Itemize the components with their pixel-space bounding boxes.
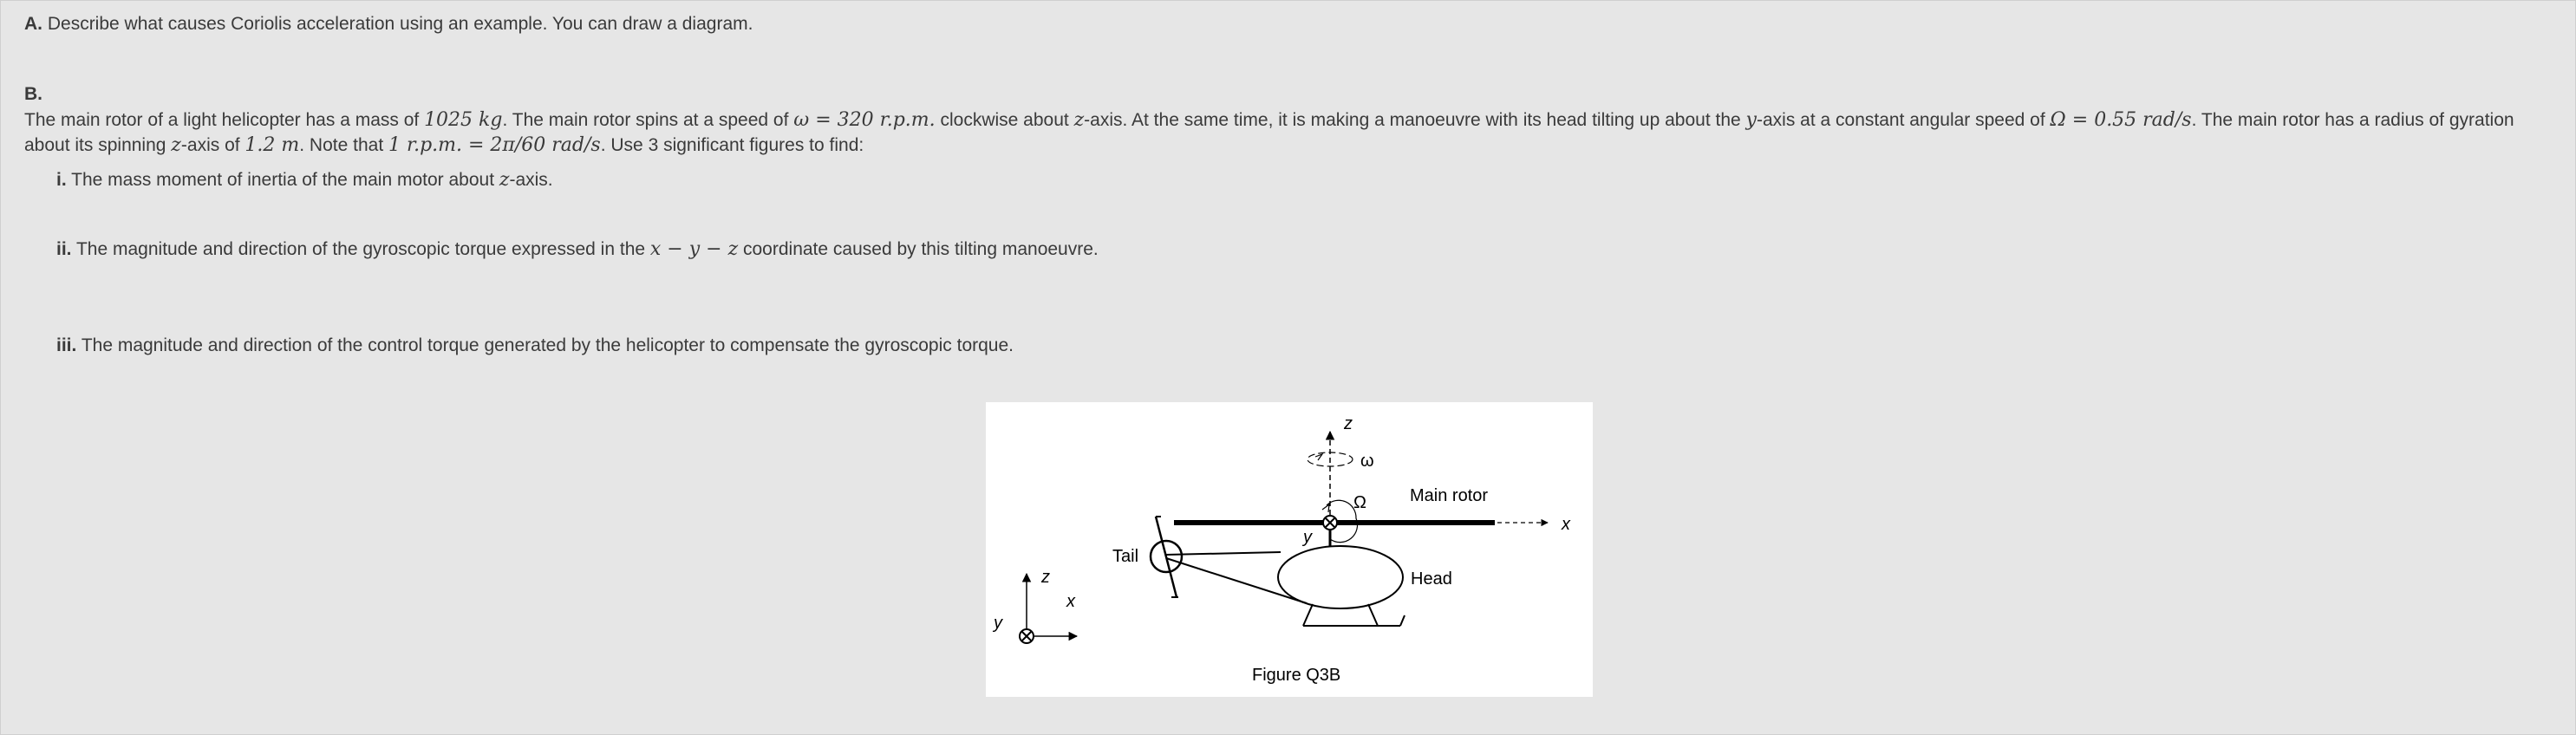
tail-label: Tail bbox=[1112, 547, 1139, 566]
figure-q3b bbox=[986, 402, 1593, 697]
omega-label: ω bbox=[1360, 452, 1374, 471]
part-a-text: Describe what causes Coriolis acceleration using an example. You can draw a diagram. bbox=[47, 14, 753, 34]
y-axis-label: y bbox=[1303, 528, 1312, 547]
part-a-label: A. bbox=[24, 14, 42, 34]
rotor-hub-icon bbox=[1323, 516, 1337, 530]
frame-z-label: z bbox=[1041, 568, 1050, 587]
z-axis-label: z bbox=[1344, 414, 1353, 433]
part-b-item-iii: iii. The magnitude and direction of the control torque generated by the helicopter to compensate the gyroscopic torque. bbox=[56, 335, 1014, 355]
part-b-line-1: The main rotor of a light helicopter has a mass of 1025 kg. The main rotor spins at a speed of ω = 320 r.p.m. clockwise about z-axis. At the same time, it is making a manoeuvre with its head tilting up about the y-axis at a constant angular speed of Ω = 0.55 rad/s. The main rotor has a radius of gyration bbox=[24, 109, 2514, 131]
part-b-label: B. bbox=[24, 84, 42, 104]
x-axis-label: x bbox=[1562, 515, 1570, 534]
frame-y-label: y bbox=[994, 614, 1002, 633]
part-b-line-2: about its spinning z-axis of 1.2 m. Note that 1 r.p.m. = 2π/60 rad/s. Use 3 significant figures to find: bbox=[24, 134, 864, 156]
tail-rotor bbox=[1151, 517, 1182, 597]
part-a bbox=[24, 12, 753, 36]
part-b-item-i: i. The mass moment of inertia of the main motor about z-axis. bbox=[56, 169, 553, 191]
big-omega-label: Ω bbox=[1353, 493, 1366, 512]
part-b-item-ii: ii. The magnitude and direction of the gyroscopic torque expressed in the x − y − z coordinate caused by this tilting manoeuvre. bbox=[56, 238, 1099, 260]
helicopter-body bbox=[1278, 546, 1403, 608]
main-rotor-label: Main rotor bbox=[1410, 486, 1489, 505]
helicopter-diagram bbox=[986, 402, 1593, 697]
tail-boom-upper bbox=[1166, 552, 1281, 555]
head-label: Head bbox=[1411, 569, 1452, 589]
figure-caption: Figure Q3B bbox=[1252, 666, 1341, 685]
frame-x-label: x bbox=[1066, 592, 1075, 611]
